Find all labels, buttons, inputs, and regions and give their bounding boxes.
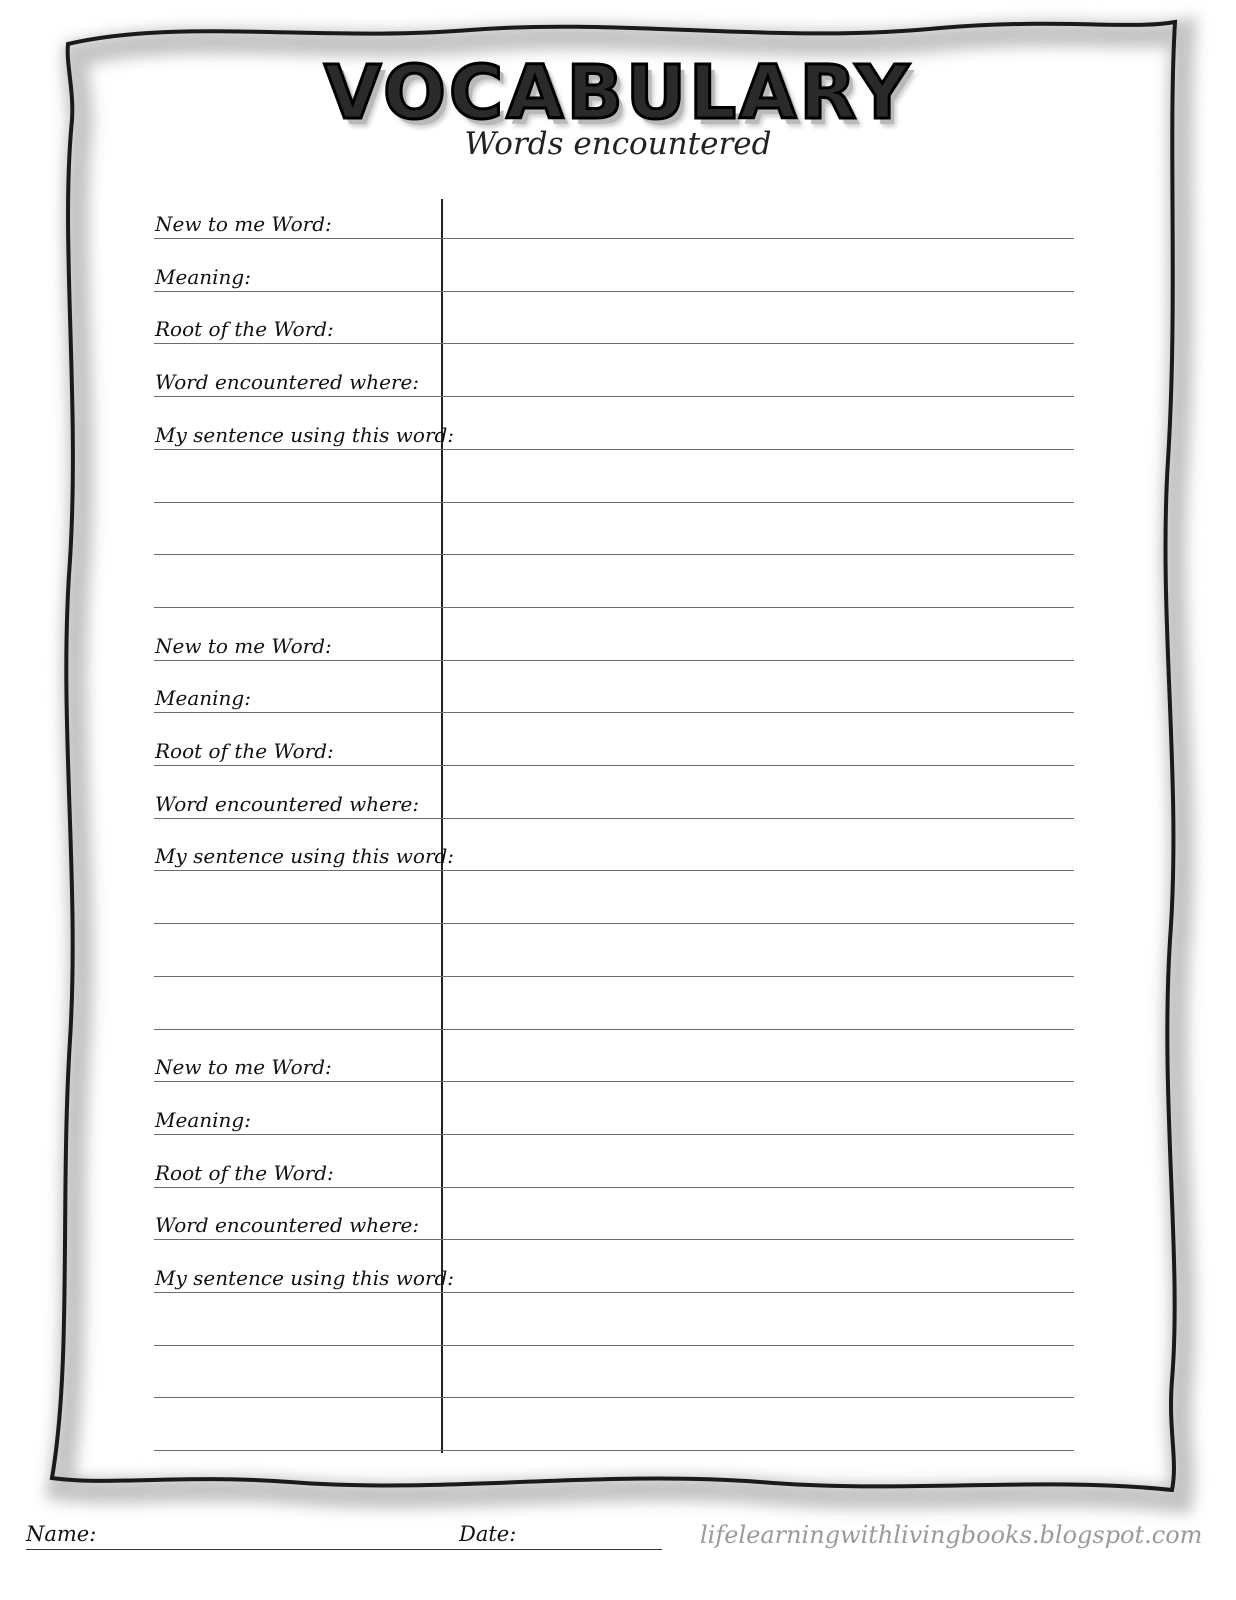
- worksheet-row[interactable]: [154, 1346, 1074, 1398]
- new-word-label: New to me Word:: [155, 633, 332, 658]
- root-label: Root of the Word:: [155, 317, 334, 342]
- meaning-label: Meaning:: [155, 1107, 251, 1132]
- root-label: Root of the Word:: [155, 739, 334, 763]
- worksheet-row[interactable]: [154, 819, 1074, 871]
- root-label: Root of the Word:: [155, 1160, 334, 1185]
- worksheet-row[interactable]: [154, 661, 1074, 713]
- new-word-label: New to me Word:: [155, 1055, 332, 1080]
- date-label: Date:: [459, 1522, 517, 1546]
- worksheet-row[interactable]: [154, 292, 1074, 344]
- worksheet-row[interactable]: [154, 556, 1074, 608]
- worksheet-row[interactable]: [154, 1399, 1074, 1451]
- worksheet-row[interactable]: [154, 609, 1074, 661]
- meaning-label: Meaning:: [155, 264, 251, 289]
- page-title: VOCABULARY: [324, 50, 912, 136]
- worksheet-row[interactable]: [154, 187, 1074, 239]
- worksheet-row[interactable]: [154, 1294, 1074, 1346]
- name-label: Name:: [26, 1522, 97, 1546]
- page-subtitle: Words encountered: [464, 126, 772, 162]
- worksheet-row[interactable]: [154, 398, 1074, 450]
- new-word-label: New to me Word:: [155, 212, 332, 236]
- sentence-label: My sentence using this word:: [155, 1266, 455, 1290]
- encountered-where-label: Word encountered where:: [155, 791, 420, 816]
- meaning-label: Meaning:: [155, 686, 251, 711]
- worksheet-row[interactable]: [154, 1188, 1074, 1240]
- worksheet-row[interactable]: [154, 872, 1074, 924]
- encountered-where-label: Word encountered where:: [155, 1213, 420, 1238]
- worksheet-row[interactable]: [154, 503, 1074, 555]
- vocabulary-worksheet-table: [154, 0, 1074, 1600]
- worksheet-row[interactable]: [154, 1136, 1074, 1188]
- worksheet-row[interactable]: [154, 345, 1074, 397]
- website-credit: lifelearningwithlivingbooks.blogspot.com: [700, 1521, 1203, 1549]
- worksheet-row[interactable]: [154, 451, 1074, 503]
- worksheet-row[interactable]: [154, 978, 1074, 1030]
- worksheet-row[interactable]: [154, 1083, 1074, 1135]
- sentence-label: My sentence using this word:: [155, 844, 455, 869]
- writing-line: [154, 1450, 1074, 1451]
- encountered-where-label: Word encountered where:: [155, 370, 420, 395]
- worksheet-row[interactable]: [154, 767, 1074, 819]
- name-date-line[interactable]: [26, 1549, 662, 1550]
- sentence-label: My sentence using this word:: [155, 422, 455, 447]
- worksheet-row[interactable]: [154, 1030, 1074, 1082]
- worksheet-row[interactable]: [154, 1241, 1074, 1293]
- worksheet-row[interactable]: [154, 714, 1074, 766]
- worksheet-row[interactable]: [154, 925, 1074, 977]
- worksheet-row[interactable]: [154, 240, 1074, 292]
